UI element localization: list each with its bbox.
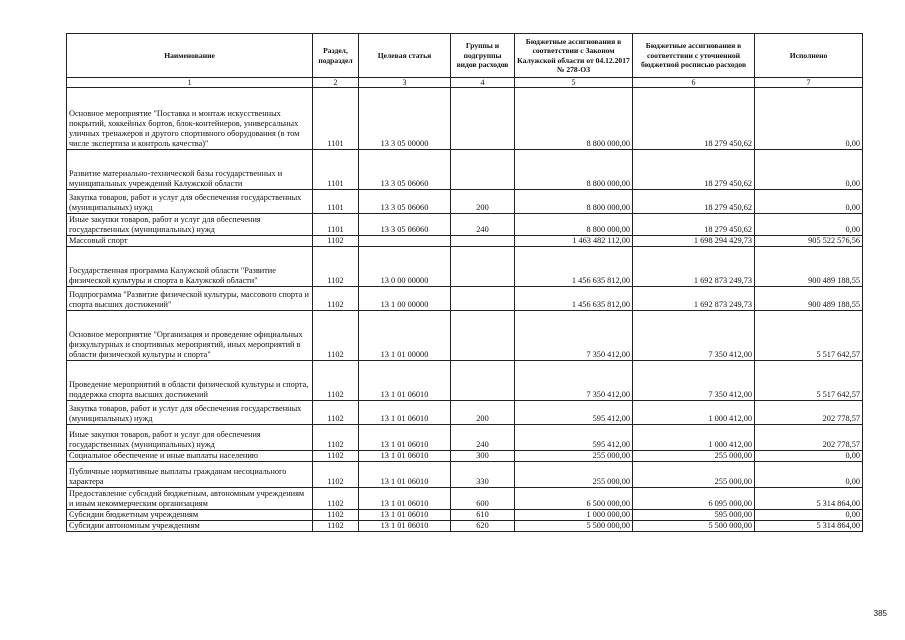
row-group: 620 [451, 521, 515, 532]
row-done: 5 314 864,00 [755, 521, 863, 532]
row-group: 610 [451, 510, 515, 521]
row-law: 1 463 482 112,00 [515, 236, 633, 247]
row-name: Иные закупки товаров, работ и услуг для обеспечения государственных (муниципальных) нужд [67, 214, 313, 236]
row-law: 6 500 000,00 [515, 488, 633, 510]
row-revised: 7 350 412,00 [633, 361, 755, 401]
row-target: 13 1 01 06010 [359, 451, 451, 462]
row-revised: 18 279 450,62 [633, 150, 755, 190]
col-number: 7 [755, 78, 863, 88]
table-row [67, 247, 863, 287]
row-group: 300 [451, 451, 515, 462]
row-name: Подпрограмма "Развитие физической культуры, массового спорта и спорта высших достижений" [67, 287, 313, 311]
row-target: 13 3 05 06060 [359, 190, 451, 214]
row-group: 200 [451, 190, 515, 214]
row-name: Субсидии автономным учреждениям [67, 521, 313, 532]
header-name: Наименование [67, 34, 313, 78]
table-row [67, 236, 863, 247]
row-group: 240 [451, 425, 515, 451]
row-law: 8 800 000,00 [515, 190, 633, 214]
budget-table [66, 33, 863, 532]
row-law: 595 412,00 [515, 425, 633, 451]
table-row [67, 510, 863, 521]
row-name: Основное мероприятие "Организация и проведение официальных физкультурных и спортивных мероприятий, иных мероприятий в области физической культуры и спорта" [67, 311, 313, 361]
row-law: 255 000,00 [515, 451, 633, 462]
row-revised: 18 279 450,62 [633, 190, 755, 214]
header-groups: Группы и подгруппы видов расходов [451, 34, 515, 78]
row-name: Социальное обеспечение и иные выплаты населению [67, 451, 313, 462]
page-number: 385 [873, 609, 887, 618]
row-section: 1102 [313, 510, 359, 521]
row-law: 8 800 000,00 [515, 88, 633, 150]
row-group [451, 236, 515, 247]
header-section: Раздел, подраздел [313, 34, 359, 78]
row-name: Субсидии бюджетным учреждениям [67, 510, 313, 521]
row-section: 1101 [313, 190, 359, 214]
row-group: 240 [451, 214, 515, 236]
header-law: Бюджетные ассигнования в соответствии с Законом Калужской области от 04.12.2017 № 278-ОЗ [515, 34, 633, 78]
header-target: Целевая статья [359, 34, 451, 78]
row-target: 13 1 01 00000 [359, 311, 451, 361]
table-row [67, 150, 863, 190]
col-number: 6 [633, 78, 755, 88]
row-done: 0,00 [755, 214, 863, 236]
row-revised: 1 698 294 429,73 [633, 236, 755, 247]
row-section: 1102 [313, 488, 359, 510]
row-name: Проведение мероприятий в области физической культуры и спорта, поддержка спорта высших достижений [67, 361, 313, 401]
table-row [67, 361, 863, 401]
row-group [451, 88, 515, 150]
row-law: 1 456 635 812,00 [515, 287, 633, 311]
row-law: 1 000 000,00 [515, 510, 633, 521]
row-group: 330 [451, 462, 515, 488]
row-done: 0,00 [755, 150, 863, 190]
row-done: 0,00 [755, 451, 863, 462]
budget-table-sheet [66, 33, 862, 532]
row-section: 1101 [313, 150, 359, 190]
table-row [67, 401, 863, 425]
row-done: 5 517 642,57 [755, 311, 863, 361]
row-section: 1102 [313, 236, 359, 247]
row-name: Основное мероприятие "Поставка и монтаж искусственных покрытий, хоккейных бортов, блок-контейнеров, универсальных уличных тренажеров и другого спортивного оборудования (в том числе экспертиза и контроль качества)" [67, 88, 313, 150]
row-law: 5 500 000,00 [515, 521, 633, 532]
row-done: 5 517 642,57 [755, 361, 863, 401]
row-group: 200 [451, 401, 515, 425]
row-group [451, 311, 515, 361]
row-name: Закупка товаров, работ и услуг для обеспечения государственных (муниципальных) нужд [67, 401, 313, 425]
row-target: 13 1 01 06010 [359, 488, 451, 510]
row-target: 13 1 01 06010 [359, 510, 451, 521]
row-revised: 7 350 412,00 [633, 311, 755, 361]
row-revised: 255 000,00 [633, 451, 755, 462]
col-number: 1 [67, 78, 313, 88]
row-revised: 1 692 873 249,73 [633, 287, 755, 311]
row-target: 13 0 00 00000 [359, 247, 451, 287]
table-row [67, 521, 863, 532]
row-target: 13 3 05 06060 [359, 214, 451, 236]
col-number: 4 [451, 78, 515, 88]
table-row [67, 451, 863, 462]
row-revised: 255 000,00 [633, 462, 755, 488]
row-law: 255 000,00 [515, 462, 633, 488]
header-row [67, 34, 863, 78]
col-number: 3 [359, 78, 451, 88]
row-section: 1101 [313, 88, 359, 150]
row-revised: 1 692 873 249,73 [633, 247, 755, 287]
col-number: 5 [515, 78, 633, 88]
row-done: 5 314 864,00 [755, 488, 863, 510]
row-section: 1102 [313, 425, 359, 451]
row-done: 0,00 [755, 510, 863, 521]
row-section: 1102 [313, 311, 359, 361]
header-revised: Бюджетные ассигнования в соответствии с уточненной бюджетной росписью расходов [633, 34, 755, 78]
row-law: 595 412,00 [515, 401, 633, 425]
table-row [67, 311, 863, 361]
row-done: 905 522 576,56 [755, 236, 863, 247]
row-done: 0,00 [755, 190, 863, 214]
row-target: 13 1 00 00000 [359, 287, 451, 311]
row-revised: 18 279 450,62 [633, 214, 755, 236]
table-row [67, 214, 863, 236]
row-group [451, 247, 515, 287]
table-row [67, 190, 863, 214]
row-law: 8 800 000,00 [515, 214, 633, 236]
row-section: 1102 [313, 287, 359, 311]
row-section: 1101 [313, 214, 359, 236]
row-law: 1 456 635 812,00 [515, 247, 633, 287]
row-done: 0,00 [755, 88, 863, 150]
row-revised: 1 000 412,00 [633, 401, 755, 425]
header-done: Исполнено [755, 34, 863, 78]
row-group [451, 361, 515, 401]
column-number-row [67, 78, 863, 88]
row-done: 900 489 188,55 [755, 247, 863, 287]
table-row [67, 287, 863, 311]
row-section: 1102 [313, 361, 359, 401]
row-target: 13 1 01 06010 [359, 462, 451, 488]
row-revised: 18 279 450,62 [633, 88, 755, 150]
row-target: 13 1 01 06010 [359, 361, 451, 401]
row-target: 13 1 01 06010 [359, 425, 451, 451]
table-row [67, 88, 863, 150]
row-section: 1102 [313, 462, 359, 488]
table-row [67, 488, 863, 510]
row-name: Закупка товаров, работ и услуг для обеспечения государственных (муниципальных) нужд [67, 190, 313, 214]
row-done: 0,00 [755, 462, 863, 488]
row-name: Иные закупки товаров, работ и услуг для обеспечения государственных (муниципальных) нужд [67, 425, 313, 451]
row-section: 1102 [313, 451, 359, 462]
row-revised: 595 000,00 [633, 510, 755, 521]
row-revised: 5 500 000,00 [633, 521, 755, 532]
row-name: Массовый спорт [67, 236, 313, 247]
row-done: 202 778,57 [755, 425, 863, 451]
row-target: 13 1 01 06010 [359, 401, 451, 425]
col-number: 2 [313, 78, 359, 88]
row-target [359, 236, 451, 247]
table-row [67, 462, 863, 488]
row-law: 7 350 412,00 [515, 361, 633, 401]
row-section: 1102 [313, 247, 359, 287]
row-revised: 6 095 000,00 [633, 488, 755, 510]
row-law: 7 350 412,00 [515, 311, 633, 361]
row-group [451, 150, 515, 190]
row-section: 1102 [313, 521, 359, 532]
row-group: 600 [451, 488, 515, 510]
row-law: 8 800 000,00 [515, 150, 633, 190]
row-name: Публичные нормативные выплаты гражданам несоциального характера [67, 462, 313, 488]
row-target: 13 3 05 06060 [359, 150, 451, 190]
row-revised: 1 000 412,00 [633, 425, 755, 451]
row-section: 1102 [313, 401, 359, 425]
row-target: 13 3 05 00000 [359, 88, 451, 150]
table-row [67, 425, 863, 451]
row-name: Развитие материально-технической базы государственных и муниципальных учреждений Калужской области [67, 150, 313, 190]
row-name: Предоставление субсидий бюджетным, автономным учреждениям и иным некоммерческим организациям [67, 488, 313, 510]
row-target: 13 1 01 06010 [359, 521, 451, 532]
row-done: 900 489 188,55 [755, 287, 863, 311]
row-group [451, 287, 515, 311]
row-name: Государственная программа Калужской области "Развитие физической культуры и спорта в Калужской области" [67, 247, 313, 287]
row-done: 202 778,57 [755, 401, 863, 425]
